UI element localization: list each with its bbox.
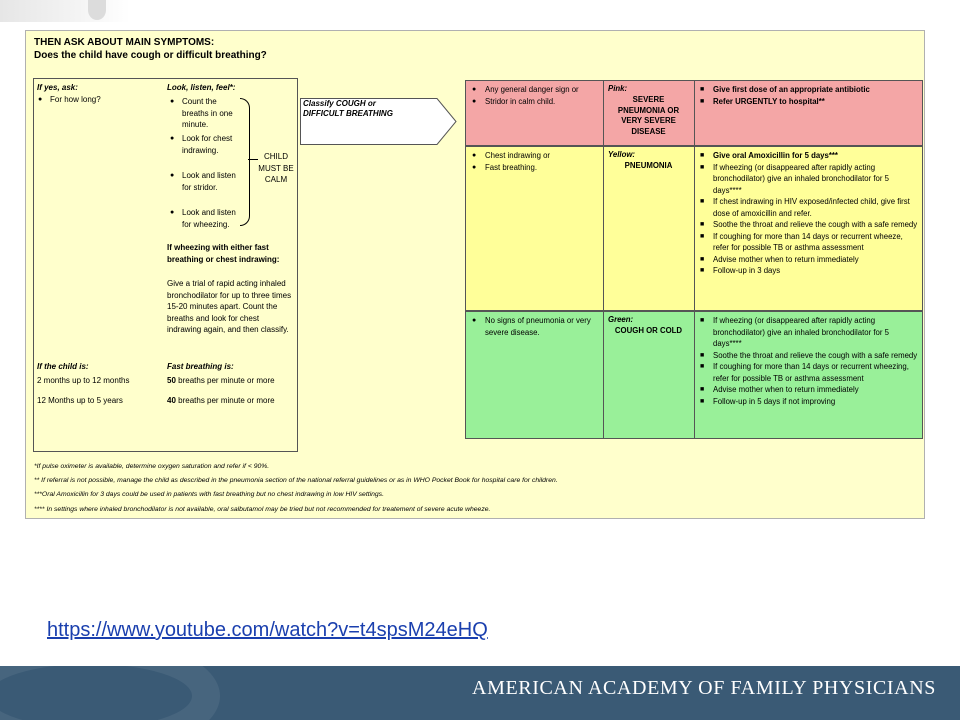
footnote: **** In settings where inhaled bronchodilator is not available, oral salbutamol may be tried but not recommended for treatement of severe acute wheeze.	[34, 505, 491, 513]
if-yes-heading: If yes, ask:	[37, 83, 78, 92]
sign-item: ● Any general danger sign or	[472, 84, 599, 96]
sign-item: ● Chest indrawing or	[472, 150, 599, 162]
wheezing-heading: If wheezing with either fast breathing or chest indrawing:	[167, 243, 280, 264]
classification-name: PNEUMONIA	[624, 161, 673, 170]
cough-cold-row	[465, 311, 923, 439]
footnote: ***Oral Amoxicillin for 3 days could be used in patients with fast breathing but no chest indrawing in low HIV settings.	[34, 491, 384, 499]
sign-item: ● No signs of pneumonia or very severe disease.	[472, 315, 599, 338]
treatment-item: ■ Refer URGENTLY to hospital**	[700, 96, 918, 108]
look-item: ● Look for chest indrawing.	[182, 133, 236, 156]
how-long-question: ● For how long?	[50, 94, 101, 106]
fast-breathing-heading: Fast breathing is:	[167, 362, 234, 371]
treatment-item: ■ Give first dose of an appropriate antibiotic	[700, 84, 918, 96]
treatment-item: ■ Soothe the throat and relieve the cough with a safe remedy	[700, 350, 918, 362]
age-range: 12 Months up to 5 years	[37, 396, 123, 405]
color-label: Yellow:	[608, 150, 636, 159]
wheezing-instructions: Give a trial of rapid acting inhaled bronchodilator for up to three times 15-20 minutes apart. Count the breaths and look for chest indrawing again, and then classify.	[167, 279, 292, 334]
pneumonia-row	[465, 146, 923, 311]
treatment-item: ■ If wheezing (or disappeared after rapidly acting bronchodilator) give an inhaled bronchodilator for 5 days****	[700, 162, 918, 197]
breath-rate: 50 breaths per minute or more	[167, 376, 275, 385]
age-range: 2 months up to 12 months	[37, 376, 130, 385]
treatment-item: ■ If wheezing (or disappeared after rapidly acting bronchodilator) give an inhaled bronchodilator for 5 days****	[700, 315, 918, 350]
footnote: *If pulse oximeter is available, determine oxygen saturation and refer if < 90%.	[34, 463, 270, 470]
treatment-item: ■ Advise mother when to return immediately	[700, 384, 918, 396]
look-item: ● Look and listen for stridor.	[182, 170, 236, 193]
brace-icon	[240, 98, 250, 226]
organization-name: AMERICAN ACADEMY OF FAMILY PHYSICIANS	[472, 677, 936, 699]
footnotes	[34, 460, 558, 517]
child-age-heading: If the child is:	[37, 362, 89, 371]
look-item: ● Count the breaths in one minute.	[182, 96, 236, 131]
video-link[interactable]: https://www.youtube.com/watch?v=t4spsM24eHQ	[47, 619, 488, 641]
look-item: ● Look and listen for wheezing.	[182, 207, 236, 230]
child-calm-note: CHILD MUST BE CALM	[258, 152, 294, 184]
treatment-item: ■ Give oral Amoxicillin for 5 days***	[700, 150, 918, 162]
sign-item: ● Stridor in calm child.	[472, 96, 599, 108]
imci-chart	[25, 30, 925, 519]
treatment-item: ■ Advise mother when to return immediately	[700, 254, 918, 266]
treatment-item: ■ Follow-up in 3 days	[700, 265, 918, 277]
chart-header-line2: Does the child have cough or difficult breathing?	[34, 50, 267, 61]
treatment-item: ■ Soothe the throat and relieve the cough with a safe remedy	[700, 219, 918, 231]
sign-item: ● Fast breathing.	[472, 162, 599, 174]
color-label: Pink:	[608, 84, 628, 93]
look-listen-heading: Look, listen, feel*:	[167, 83, 236, 92]
classification-name: COUGH OR COLD	[614, 326, 683, 335]
treatment-item: ■ If chest indrawing in HIV exposed/infected child, give first dose of amoxicillin and refer.	[700, 196, 918, 219]
severe-pneumonia-row	[465, 80, 923, 146]
assessment-box	[33, 78, 298, 452]
color-label: Green:	[608, 315, 634, 324]
footnote: ** If referral is not possible, manage the child as described in the pneumonia section of the national referral guidelines or as in WHO Pocket Book for hospital care for children.	[34, 477, 558, 485]
classification-name: SEVERE PNEUMONIA OR VERY SEVERE DISEASE	[617, 95, 680, 136]
chart-header-line1: THEN ASK ABOUT MAIN SYMPTOMS:	[34, 37, 215, 48]
treatment-item: ■ Follow-up in 5 days if not improving	[700, 396, 918, 408]
treatment-item: ■ If coughing for more than 14 days or recurrent wheeze, refer for possible TB or asthma assessment	[700, 231, 918, 254]
treatment-item: ■ If coughing for more than 14 days or recurrent wheezing, refer for possible TB or asthma assessment	[700, 361, 918, 384]
corner-logo-mark	[0, 0, 130, 22]
classify-label: Classify COUGH or DIFFICULT BREATHING	[303, 99, 393, 118]
footer-bar	[0, 666, 960, 720]
breath-rate: 40 breaths per minute or more	[167, 396, 275, 405]
swirl-graphic	[0, 666, 220, 720]
